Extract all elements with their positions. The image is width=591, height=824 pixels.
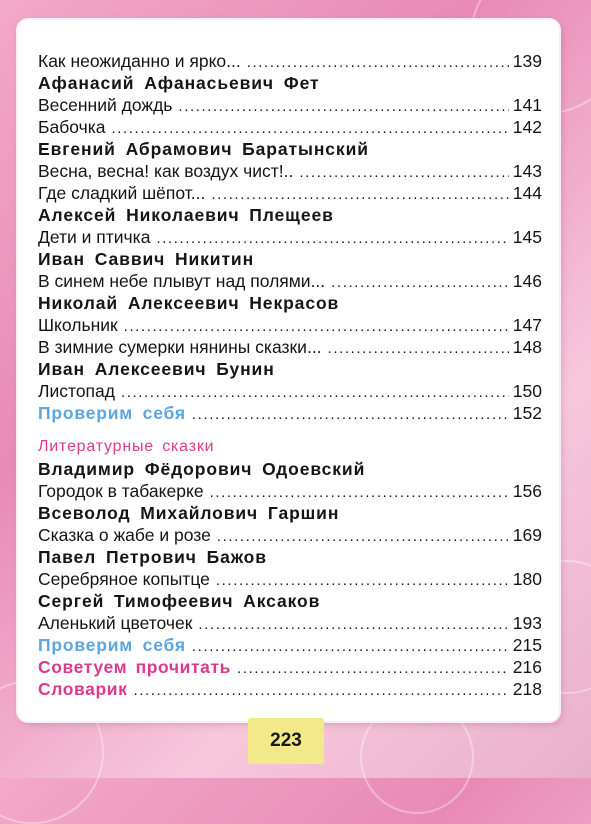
toc-entry <box>38 270 542 292</box>
toc-author-heading <box>38 590 542 612</box>
entry-page-number: 169 <box>512 525 542 545</box>
author-name: Всеволод Михайлович Гаршин <box>38 503 340 523</box>
entry-title: Где сладкий шёпот... <box>38 183 206 203</box>
dot-leader <box>211 184 509 206</box>
dot-leader <box>237 658 509 680</box>
dot-leader <box>216 570 509 592</box>
entry-title: Городок в табакерке <box>38 481 204 501</box>
entry-title: В зимние сумерки нянины сказки... <box>38 337 322 357</box>
entry-page-number: 180 <box>512 569 542 589</box>
dot-leader <box>198 614 509 636</box>
toc-entry <box>38 94 542 116</box>
toc-author-heading <box>38 72 542 94</box>
author-name: Николай Алексеевич Некрасов <box>38 293 340 313</box>
toc-group-bottom <box>38 458 542 700</box>
entry-page-number: 216 <box>512 657 542 677</box>
table-of-contents <box>38 50 542 700</box>
toc-entry <box>38 182 542 204</box>
entry-title: Весна, весна! как воздух чист!.. <box>38 161 294 181</box>
toc-entry <box>38 402 542 424</box>
entry-page-number: 218 <box>512 679 542 699</box>
entry-title: Дети и птичка <box>38 227 151 247</box>
author-name: Сергей Тимофеевич Аксаков <box>38 591 321 611</box>
dot-leader <box>111 118 509 140</box>
dot-leader <box>247 52 509 74</box>
dot-leader <box>192 404 509 426</box>
entry-title: В синем небе плывут над полями... <box>38 271 326 291</box>
toc-author-heading <box>38 292 542 314</box>
author-name: Иван Саввич Никитин <box>38 249 255 269</box>
author-name: Павел Петрович Бажов <box>38 547 267 567</box>
author-name: Афанасий Афанасьевич Фет <box>38 73 320 93</box>
entry-title: Словарик <box>38 679 128 699</box>
entry-title: Серебряное копытце <box>38 569 210 589</box>
dot-leader <box>121 382 509 404</box>
entry-title: Листопад <box>38 381 115 401</box>
toc-entry <box>38 568 542 590</box>
toc-author-heading <box>38 458 542 480</box>
toc-entry <box>38 524 542 546</box>
section-heading: Литературные сказки <box>38 438 215 455</box>
toc-entry <box>38 160 542 182</box>
toc-author-heading <box>38 546 542 568</box>
toc-entry <box>38 656 542 678</box>
entry-page-number: 150 <box>512 381 542 401</box>
author-name: Алексей Николаевич Плещеев <box>38 205 334 225</box>
toc-entry <box>38 612 542 634</box>
entry-title: Проверим себя <box>38 635 186 655</box>
dot-leader <box>124 316 509 338</box>
entry-title: Советуем прочитать <box>38 657 232 677</box>
toc-entry <box>38 336 542 358</box>
entry-page-number: 141 <box>512 95 542 115</box>
entry-page-number: 143 <box>512 161 542 181</box>
entry-title: Аленький цветочек <box>38 613 193 633</box>
entry-title: Школьник <box>38 315 118 335</box>
toc-entry <box>38 50 542 72</box>
toc-author-heading <box>38 204 542 226</box>
dot-leader <box>156 228 509 250</box>
entry-title: Сказка о жабе и розе <box>38 525 211 545</box>
author-name: Иван Алексеевич Бунин <box>38 359 275 379</box>
entry-page-number: 215 <box>512 635 542 655</box>
entry-title: Как неожиданно и ярко... <box>38 51 241 71</box>
toc-entry <box>38 380 542 402</box>
entry-title: Бабочка <box>38 117 106 137</box>
dot-leader <box>299 162 509 184</box>
page-number: 223 <box>248 718 324 764</box>
toc-entry <box>38 678 542 700</box>
toc-author-heading <box>38 358 542 380</box>
toc-author-heading <box>38 502 542 524</box>
author-name: Владимир Фёдорович Одоевский <box>38 459 366 479</box>
toc-entry <box>38 116 542 138</box>
entry-page-number: 146 <box>512 271 542 291</box>
entry-page-number: 148 <box>512 337 542 357</box>
dot-leader <box>210 482 509 504</box>
toc-entry <box>38 226 542 248</box>
dot-leader <box>217 526 509 548</box>
dot-leader <box>192 636 509 658</box>
toc-entry <box>38 314 542 336</box>
entry-page-number: 142 <box>512 117 542 137</box>
dot-leader <box>328 338 509 360</box>
author-name: Евгений Абрамович Баратынский <box>38 139 369 159</box>
toc-entry <box>38 480 542 502</box>
dot-leader <box>133 680 509 702</box>
entry-page-number: 156 <box>512 481 542 501</box>
entry-page-number: 147 <box>512 315 542 335</box>
toc-entry <box>38 634 542 656</box>
entry-title: Проверим себя <box>38 403 186 423</box>
toc-group-top <box>38 50 542 424</box>
toc-author-heading <box>38 248 542 270</box>
dot-leader <box>331 272 509 294</box>
entry-page-number: 145 <box>512 227 542 247</box>
entry-title: Весенний дождь <box>38 95 173 115</box>
toc-author-heading <box>38 138 542 160</box>
book-page <box>18 20 559 721</box>
dot-leader <box>178 96 509 118</box>
entry-page-number: 152 <box>512 403 542 423</box>
entry-page-number: 144 <box>512 183 542 203</box>
entry-page-number: 193 <box>512 613 542 633</box>
entry-page-number: 139 <box>512 51 542 71</box>
